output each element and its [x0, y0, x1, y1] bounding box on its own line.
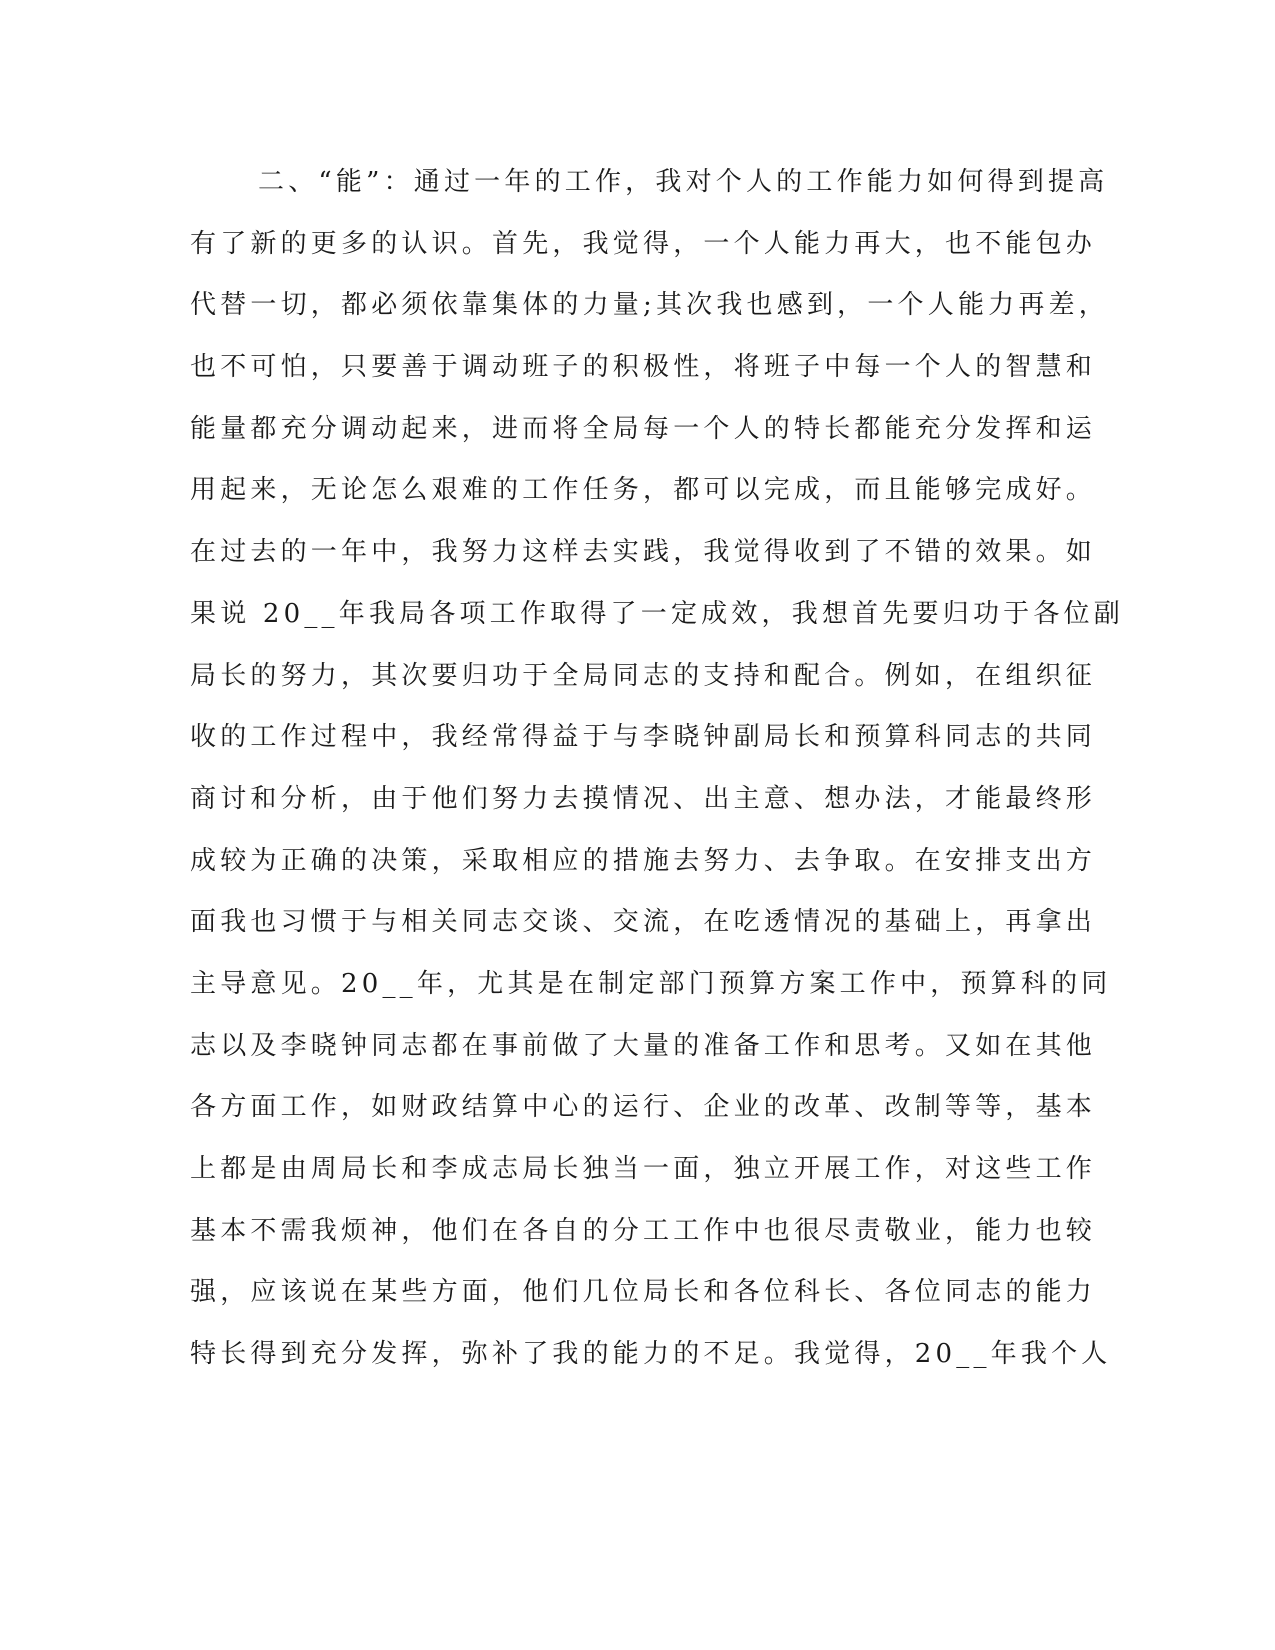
text-line: 成较为正确的决策，采取相应的措施去努力、去争取。在安排支出方	[190, 845, 1097, 876]
text-line: 上都是由周局长和李成志局长独当一面，独立开展工作，对这些工作	[190, 1154, 1097, 1184]
text-line: 志以及李晓钟同志都在事前做了大量的准备工作和思考。又如在其他	[190, 1030, 1097, 1061]
text-line: 主导意见。20__年，尤其是在制定部门预算方案工作中，预算科的同	[190, 968, 1112, 999]
text-line: 能量都充分调动起来，进而将全局每一个人的特长都能充分发挥和运	[190, 413, 1097, 444]
text-line: 面我也习惯于与相关同志交谈、交流，在吃透情况的基础上，再拿出	[190, 907, 1097, 938]
text-line: 果说 20__年我局各项工作取得了一定成效，我想首先要归功于各位副	[190, 598, 1124, 629]
text-line: 有了新的更多的认识。首先，我觉得，一个人能力再大，也不能包办	[190, 228, 1097, 259]
text-line: 各方面工作，如财政结算中心的运行、企业的改革、改制等等，基本	[190, 1092, 1097, 1123]
text-line: 局长的努力，其次要归功于全局同志的支持和配合。例如，在组织征	[190, 660, 1097, 691]
text-line: 代替一切，都必须依靠集体的力量;其次我也感到，一个人能力再差，	[190, 290, 1109, 321]
text-line: 也不可怕，只要善于调动班子的积极性，将班子中每一个人的智慧和	[190, 352, 1097, 383]
text-line: 用起来，无论怎么艰难的工作任务，都可以完成，而且能够完成好。	[190, 475, 1097, 506]
text-line: 商讨和分析，由于他们努力去摸情况、出主意、想办法，才能最终形	[190, 783, 1097, 814]
text-line: 特长得到充分发挥，弥补了我的能力的不足。我觉得，20__年我个人	[190, 1339, 1112, 1370]
text-line: 强，应该说在某些方面，他们几位局长和各位科长、各位同志的能力	[190, 1277, 1097, 1308]
text-line: 基本不需我烦神，他们在各自的分工工作中也很尽责敬业，能力也较	[190, 1215, 1097, 1246]
text-line: 二、“能”：通过一年的工作，我对个人的工作能力如何得到提高	[258, 167, 1109, 197]
text-line: 在过去的一年中，我努力这样去实践，我觉得收到了不错的效果。如	[190, 537, 1097, 568]
text-line: 收的工作过程中，我经常得益于与李晓钟副局长和预算科同志的共同	[190, 722, 1097, 753]
body-paragraph	[190, 162, 1124, 1396]
